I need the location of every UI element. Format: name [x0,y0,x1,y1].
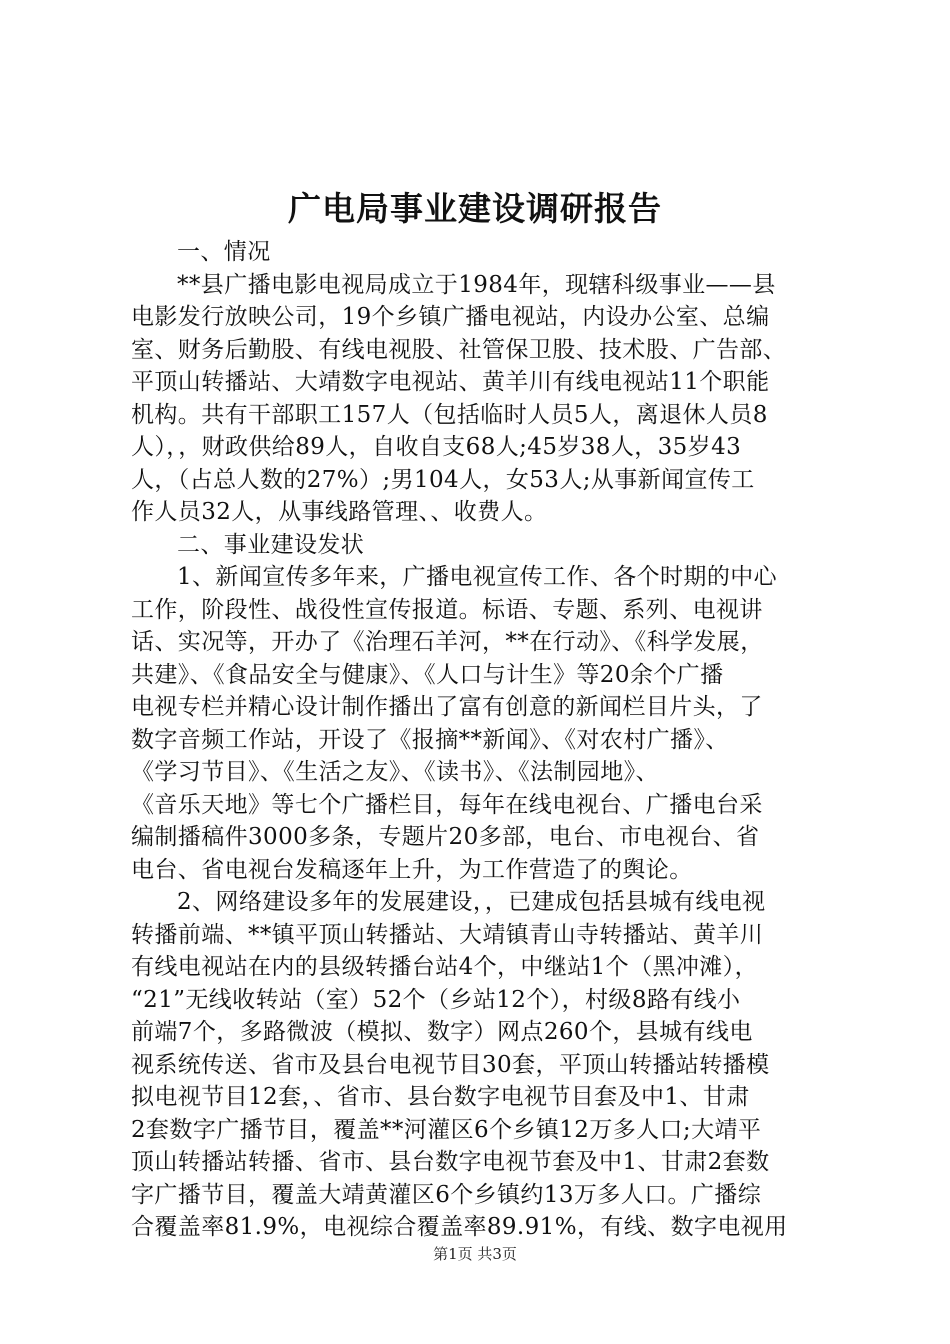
paragraph-line: 电台、省电视台发稿逐年上升，为工作营造了的舆论。 [131,856,693,883]
paragraph-line: 拟电视节目12套，、省市、县台数字电视节目套及中1、甘肃 [131,1084,750,1110]
paragraph-line: **县广播电影电视局成立于1984年，现辖科级事业——县 [177,271,776,298]
paragraph-line: 《音乐天地》等七个广播栏目，每年在线电视台、广播电台采 [131,791,763,818]
section-heading: 二、事业建设发状 [177,531,365,558]
paragraph-line: 工作，阶段性、战役性宣传报道。标语、专题、系列、电视讲 [131,596,763,623]
paragraph-line: “21”无线收转站（室）52个（乡站12个），村级8路有线小 [131,986,741,1013]
paragraph-line: 视系统传送、省市及县台电视节目30套，平顶山转播站转播模 [131,1051,770,1078]
paragraph-line: 《学习节目》、《生活之友》、《读书》、《法制园地》、 [131,759,659,785]
document-title: 广电局事业建设调研报告 [288,189,662,228]
page-number-footer: 第1页 共3页 [433,1245,517,1263]
paragraph-line: 机构。共有干部职工157人（包括临时人员5人，离退休人员8 [131,401,768,428]
paragraph-line: 合覆盖率81.9%，电视综合覆盖率89.91%，有线、数字电视用 [131,1214,788,1240]
paragraph-line: 室、财务后勤股、有线电视股、社管保卫股、技术股、广告部、 [131,336,787,363]
paragraph-line: 电视专栏并精心设计制作播出了富有创意的新闻栏目片头，了 [131,694,763,720]
paragraph-line: 共建》、《食品安全与健康》、《人口与计生》等20余个广播 [131,661,724,688]
paragraph-line: 编制播稿件3000多条，专题片20多部，电台、市电视台、省 [131,824,760,850]
paragraph-line: 1、新闻宣传多年来，广播电视宣传工作、各个时期的中心 [177,564,778,590]
paragraph-line: 平顶山转播站、大靖数字电视站、黄羊川有线电视站11个职能 [131,369,770,395]
paragraph-line: 人），，财政供给89人，自收自支68人;45岁38人，35岁43 [131,434,742,460]
paragraph-line: 作人员32人，从事线路管理、、收费人。 [131,499,548,525]
paragraph-line: 电影发行放映公司，19个乡镇广播电视站，内设办公室、总编 [131,304,770,330]
paragraph-line: 人，（占总人数的27%）;男104人，女53人;从事新闻宣传工 [131,466,755,493]
document-body [131,236,831,1244]
paragraph-line: 数字音频工作站，开设了《报摘**新闻》、《对农村广播》、 [131,726,729,753]
paragraph-line: 有线电视站在内的县级转播台站4个，中继站1个（黑冲滩）， [131,954,758,980]
paragraph-line: 2、网络建设多年的发展建设，，已建成包括县城有线电视 [177,889,766,915]
paragraph-line: 顶山转播站转播、省市、县台数字电视节套及中1、甘肃2套数 [131,1149,770,1175]
paragraph-line: 2套数字广播节目，覆盖**河灌区6个乡镇12万多人口;大靖平 [131,1116,762,1143]
paragraph-line: 话、实况等，开办了《治理石羊河，**在行动》、《科学发展， [131,629,764,655]
paragraph-line: 转播前端、**镇平顶山转播站、大靖镇青山寺转播站、黄羊川 [131,921,764,948]
section-heading: 一、情况 [177,239,271,265]
paragraph-line: 前端7个，多路微波（模拟、数字）网点260个，县城有线电 [131,1019,753,1045]
paragraph-line: 字广播节目，覆盖大靖黄灌区6个乡镇约13万多人口。广播综 [131,1181,762,1208]
